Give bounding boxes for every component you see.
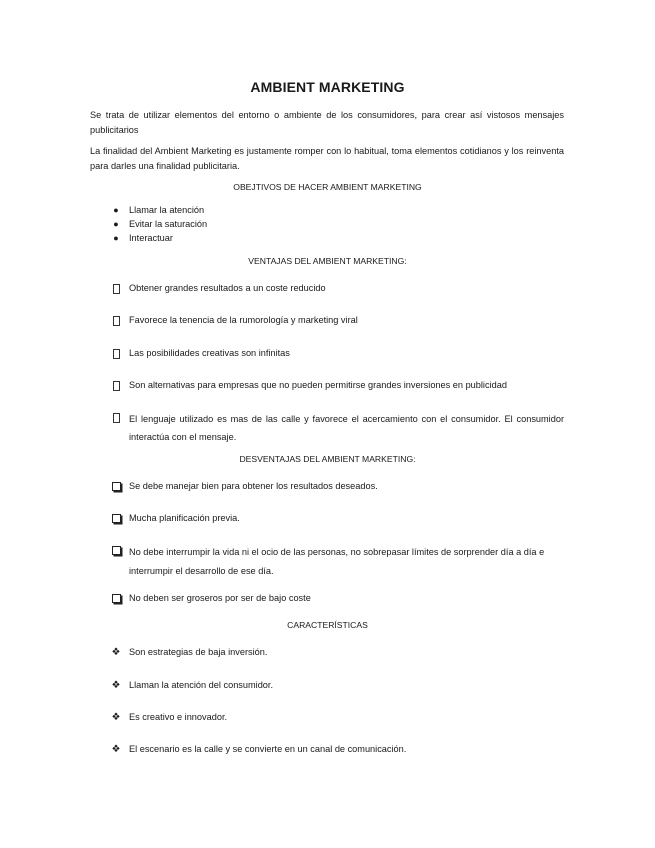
page-title: AMBIENT MARKETING: [250, 79, 405, 95]
bullet-dot-icon: ●: [113, 233, 119, 243]
checkbox-bullet-icon: [110, 543, 122, 562]
checkbox-bullet-icon: [110, 511, 122, 528]
bullet-dot-icon: ●: [113, 219, 119, 229]
missing-glyph-icon: [110, 281, 122, 299]
missing-glyph-icon: [110, 313, 122, 331]
objetivos-heading: OBEJTIVOS DE HACER AMBIENT MARKETING: [233, 182, 422, 192]
desventajas-heading: DESVENTAJAS DEL AMBIENT MARKETING:: [239, 454, 416, 464]
intro-paragraph-1: Se trata de utilizar elementos del entorno o ambiente de los consumidores, para crear así vistosos mensajes publicitarios: [90, 110, 564, 135]
bullet-dot-icon: ●: [113, 205, 119, 215]
intro-paragraph-2: La finalidad del Ambient Marketing es justamente romper con lo habitual, toma elementos cotidianos y los reinventa para darles una finalidad publicitaria.: [90, 146, 564, 171]
document-page: AMBIENT MARKETING Se trata de utilizar elementos del entorno o ambiente de los consumidores, para crear así vistosos mensajes publicitarios La finalidad del Ambient Marketing es justamente romper con lo habitual, toma elementos cotidianos y los reinventa para darles una finalidad publicitaria. OBEJTIVOS DE HACER AMBIENT MARKETING ● Llamar la atención ● Evitar la saturación ● Interactuar VENTAJAS DEL AMBIENT MARKETING: Obtener grandes resultados a un coste reducido Favorece la tenencia de la rumorología y marketing viral Las posibilidades creativas son infinitas Son alternativas para empresas que no pueden permitirse grandes inversiones en publicidad El lenguaje utilizado es mas de las calle y favorece el acercamiento con el consumidor. El consumidor interactúa con el mensaje. DESVENTAJAS DEL AMBIENT MARKETING: Se debe manejar bien para obtener los resultados deseados. Mucha planificación previa. No debe interrumpir la vida ni el ocio de las personas, no sobrepasar límites de sorprender día a día e interrumpir el desarrollo de ese día. No deben ser groseros por ser de bajo coste CARACTERÍSTICAS ❖ Son estrategias de baja inversión. ❖ Llaman la atención del consumidor. ❖ Es creativo e innovador. ❖ El escenario es la calle y se convierte en un canal de comunicación.: [0, 0, 655, 848]
checkbox-bullet-icon: [110, 591, 122, 608]
missing-glyph-icon: [110, 346, 122, 364]
diamond-bullet-icon: ❖: [111, 712, 121, 723]
missing-glyph-icon: [110, 410, 122, 429]
missing-glyph-icon: [110, 378, 122, 396]
caracteristicas-heading: CARACTERÍSTICAS: [287, 620, 368, 630]
diamond-bullet-icon: ❖: [111, 744, 121, 755]
ventajas-heading: VENTAJAS DEL AMBIENT MARKETING:: [248, 256, 407, 266]
checkbox-bullet-icon: [110, 479, 122, 496]
diamond-bullet-icon: ❖: [111, 647, 121, 658]
diamond-bullet-icon: ❖: [111, 680, 121, 691]
